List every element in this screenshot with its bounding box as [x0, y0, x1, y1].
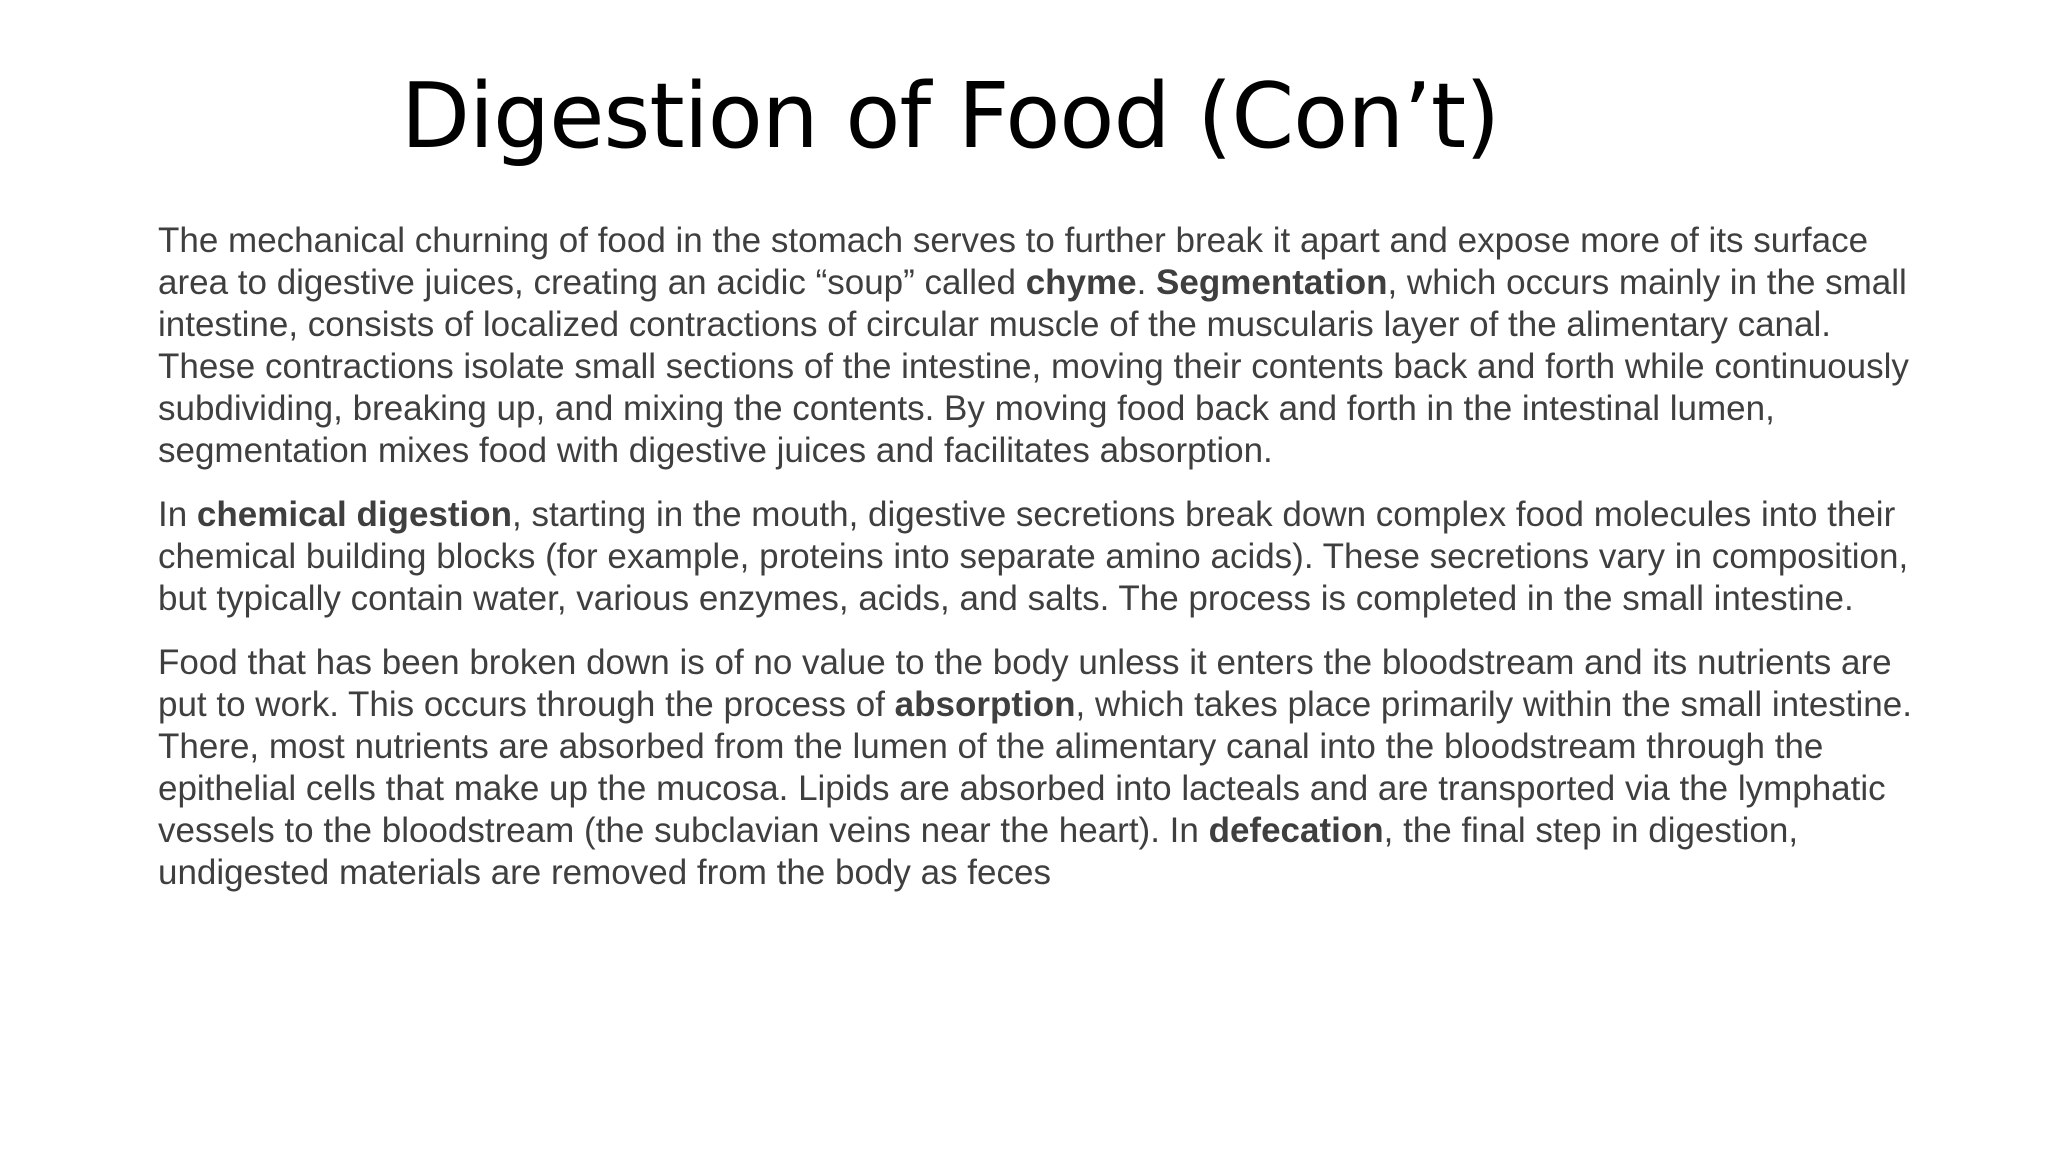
- text-run: In: [158, 495, 197, 534]
- term-chemical-digestion: chemical digestion: [196, 495, 513, 534]
- text-run: , which takes place primarily within the small intestine. There, most nutrients are absorbed from the lumen of the alimentary canal into the bloodstream through the epithelial cells that make up the mucosa. Lipids are absorbed into lacteals and are transported via the lymphatic vessels to the bloodstream (the subclavian veins near the heart). In: [158, 685, 1912, 850]
- text-run: Food that has been broken down is of no value to the body unless it enters the bloodstream and its nutrients are put to work. This occurs through the process of: [158, 643, 1892, 724]
- term-absorption: absorption: [894, 685, 1076, 724]
- text-run: , the final step in digestion, undigested materials are removed from the body as feces: [158, 811, 1799, 892]
- slide-body: [158, 220, 1918, 916]
- text-run: , starting in the mouth, digestive secretions break down complex food molecules into their chemical building blocks (for example, proteins into separate amino acids). These secretions vary in composition, but typically contain water, various enzymes, acids, and salts. The process is completed in the small intestine.: [158, 495, 1909, 618]
- paragraph-chemical-digestion: [158, 494, 1918, 620]
- text-run: The mechanical churning of food in the stomach serves to further break it apart and expose more of its surface area to digestive juices, creating an acidic “soup” called: [158, 221, 1869, 302]
- text-run: .: [1136, 263, 1157, 302]
- paragraph-absorption: [158, 642, 1918, 894]
- term-chyme: chyme: [1025, 263, 1137, 302]
- text-run: , which occurs mainly in the small intestine, consists of localized contractions of circular muscle of the muscularis layer of the alimentary canal. These contractions isolate small sections of the intestine, moving their contents back and forth while continuously subdividing, breaking up, and mixing the contents. By moving food back and forth in the intestinal lumen, segmentation mixes food with digestive juices and facilitates absorption.: [158, 263, 1909, 470]
- paragraph-mechanical-digestion: [158, 220, 1918, 472]
- term-defecation: defecation: [1208, 811, 1384, 850]
- slide-title: Digestion of Food (Con’t): [400, 64, 1500, 169]
- term-segmentation: Segmentation: [1156, 263, 1388, 302]
